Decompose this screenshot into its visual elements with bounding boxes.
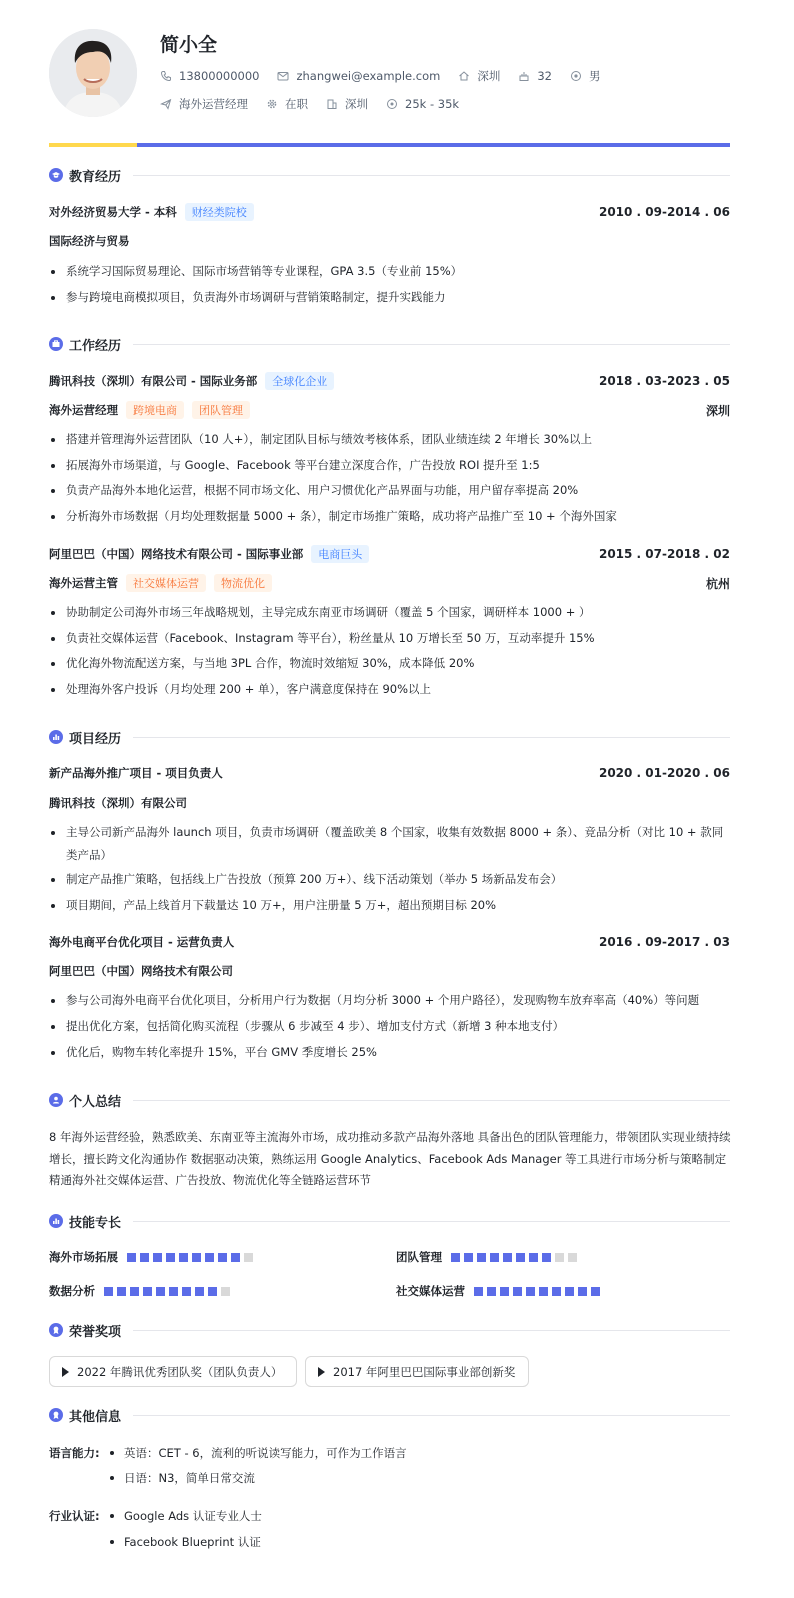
company-tag: 全球化企业 [265,372,334,390]
project-title: 海外电商平台优化项目 - 运营负责人 [49,935,235,949]
company-name: 腾讯科技（深圳）有限公司 - 国际业务部 [49,374,258,388]
role-tag: 社交媒体运营 [126,574,206,592]
hometown-value: 深圳 [477,69,501,83]
skill-level-filled [140,1253,149,1262]
work-date: 2015 . 07-2018 . 02 [598,547,730,561]
certification-item: Facebook Blueprint 认证 [124,1535,261,1549]
briefcase-icon [49,337,63,351]
list-item: 提出优化方案，包括简化购买流程（步骤从 6 步减至 4 步）、增加支付方式（新增 3 种本地支付） [49,1015,730,1038]
award-text: 2022 年腾讯优秀团队奖（团队负责人） [77,1364,283,1379]
contact-info-row [160,68,618,84]
skill-level-filled [513,1287,522,1296]
salary-item [386,97,459,111]
skill-level-filled [503,1253,512,1262]
list-item: 参与公司海外电商平台优化项目，分析用户行为数据（月均分析 3000 + 个用户路径），发现购物车放弃率高（40%）等问题 [49,989,730,1012]
skill-level-meter [127,1253,257,1262]
summary-text: 8 年海外运营经验，熟悉欧美、东南亚等主流海外市场，成功推动多款产品海外落地 具备出色的团队管理能力，带领团队实现业绩持续增长，擅长跨文化沟通协作 数据驱动决策，熟练运用 Google Analytics、Facebook Ads Manager 等工具进行市场分析与策略制定 精通海外社交媒体运营、广告投放、物流优化等全链路运营环节 [49,1130,731,1187]
work-city: 深圳 [705,403,730,418]
medal-icon [49,1323,63,1337]
section-work-header [49,334,730,354]
skill-level-filled [104,1287,113,1296]
skill-level-filled [179,1253,188,1262]
role-tag: 跨境电商 [126,401,184,419]
skill-level-filled [156,1287,165,1296]
skill-level-filled [516,1253,525,1262]
award-item [305,1356,529,1387]
certification-item: Google Ads 认证专业人士 [124,1509,262,1523]
hometown-item [458,68,500,84]
project-entry-header [49,765,730,781]
list-item: 优化后，购物车转化率提升 15%，平台 GMV 季度增长 25% [49,1041,730,1064]
header-divider-accent [49,143,137,147]
skill-level-filled [231,1253,240,1262]
skill-level-filled [130,1287,139,1296]
skill-level-meter [451,1253,581,1262]
building-icon [326,98,338,110]
avatar-portrait-icon [49,29,137,117]
gender-item [570,68,601,84]
education-entry-header [49,203,730,221]
school-tag: 财经类院校 [185,203,254,221]
skill-level-empty [221,1287,230,1296]
section-title: 其他信息 [69,1409,122,1425]
skill-level-filled [477,1253,486,1262]
work-role-row [49,401,730,419]
skill-level-filled [591,1287,600,1296]
skill-level-filled [526,1287,535,1296]
section-title: 项目经历 [69,731,122,747]
list-item: 拓展海外市场渠道，与 Google、Facebook 等平台建立深度合作，广告投放 ROI 提升至 1:5 [49,454,730,477]
company-tag: 电商巨头 [311,545,369,563]
section-education-header [49,165,730,185]
list-item: 优化海外物流配送方案，与当地 3PL 合作，物流时效缩短 30%，成本降低 20% [49,652,730,675]
skill-level-filled [208,1287,217,1296]
age-item [518,69,552,83]
skill-level-filled [205,1253,214,1262]
skill-level-filled [117,1287,126,1296]
list-item: 制定产品推广策略，包括线上广告投放（预算 200 万+）、线下活动策划（举办 5 场新品发布会） [49,868,730,891]
major: 国际经济与贸易 [49,234,130,248]
list-item: 搭建并管理海外运营团队（10 人+），制定团队目标与绩效考核体系，团队业绩连续 2 年增长 30%以上 [49,428,730,451]
education-date: 2010 . 09-2014 . 06 [598,205,730,219]
list-item: 项目期间，产品上线首月下载量达 10 万+，用户注册量 5 万+，超出预期目标 20% [49,894,730,917]
work-date: 2018 . 03-2023 . 05 [598,374,730,388]
list-item: 负责产品海外本地化运营，根据不同市场文化、用户习惯优化产品界面与功能，用户留存率提高 20% [49,479,730,502]
home-icon [458,70,470,82]
work-role-row [49,574,730,592]
skill-name: 数据分析 [49,1284,95,1298]
section-skills-header [49,1211,730,1231]
list-item: 系统学习国际贸易理论、国际市场营销等专业课程，GPA 3.5（专业前 15%） [49,260,730,283]
skill-level-meter [104,1287,234,1296]
bar-chart-icon [49,1214,63,1228]
section-title: 教育经历 [69,169,122,185]
gear-icon [266,98,278,110]
work-entry-header [49,372,730,390]
skill-name: 团队管理 [396,1250,442,1264]
email-item [277,69,440,83]
list-item: 协助制定公司海外市场三年战略规划，主导完成东南亚市场调研（覆盖 5 个国家，调研样本 1000 + ） [49,601,730,624]
section-title: 荣誉奖项 [69,1324,122,1340]
skill-level-filled [474,1287,483,1296]
email-value: zhangwei@example.com [296,69,441,83]
age-value: 32 [537,69,552,83]
list-item: 处理海外客户投诉（月均处理 200 + 单），客户满意度保持在 90%以上 [49,678,730,701]
skill-level-filled [464,1253,473,1262]
role-title: 海外运营经理 [49,403,118,417]
skill-item [396,1249,581,1265]
project-company: 腾讯科技（深圳）有限公司 [49,796,187,810]
project-company: 阿里巴巴（中国）网络技术有限公司 [49,964,233,978]
skill-name: 海外市场拓展 [49,1250,118,1264]
gender-value: 男 [588,69,601,83]
skill-level-empty [555,1253,564,1262]
project-date: 2020 . 01-2020 . 06 [598,766,730,780]
skill-level-filled [169,1287,178,1296]
skill-level-empty [568,1253,577,1262]
project-date: 2016 . 09-2017 . 03 [598,935,730,949]
skill-level-filled [529,1253,538,1262]
skill-level-empty [244,1253,253,1262]
skill-item [49,1249,257,1265]
section-projects-header [49,727,730,747]
skill-name: 社交媒体运营 [396,1284,465,1298]
skill-level-filled [552,1287,561,1296]
list-item: 参与跨境电商模拟项目，负责海外市场调研与营销策略制定，提升实践能力 [49,286,730,309]
target-city-item [326,96,368,112]
list-item: 主导公司新产品海外 launch 项目，负责市场调研（覆盖欧美 8 个国家，收集有效数据 8000 + 条）、竞品分析（对比 10 + 款同类产品） [49,821,730,867]
school-name: 对外经济贸易大学 - 本科 [49,205,177,219]
salary-value: 25k - 35k [405,97,460,111]
skill-level-filled [182,1287,191,1296]
skill-level-filled [127,1253,136,1262]
skill-level-filled [166,1253,175,1262]
list-item: 负责社交媒体运营（Facebook、Instagram 等平台），粉丝量从 10 万增长至 50 万，互动率提升 15% [49,627,730,650]
role-tag: 物流优化 [214,574,272,592]
skill-level-filled [490,1253,499,1262]
skill-level-filled [539,1287,548,1296]
skill-item [49,1283,234,1299]
skill-level-filled [500,1287,509,1296]
target-position-item [160,96,248,112]
job-intent-row [160,96,477,112]
skill-level-filled [451,1253,460,1262]
status-value: 在职 [285,97,308,111]
skill-level-filled [218,1253,227,1262]
skill-level-filled [578,1287,587,1296]
certification-label: 行业认证: [49,1509,100,1523]
phone-item [160,69,259,83]
project-title: 新产品海外推广项目 - 项目负责人 [49,766,223,780]
cake-icon [518,70,530,82]
status-item [266,96,308,112]
target-city-value: 深圳 [345,97,368,111]
gender-icon [570,70,582,82]
coin-icon [386,98,398,110]
skill-level-filled [565,1287,574,1296]
project-entry-header [49,934,730,950]
company-name: 阿里巴巴（中国）网络技术有限公司 - 国际事业部 [49,547,304,561]
skill-level-filled [192,1253,201,1262]
avatar [49,29,137,117]
target-position-value: 海外运营经理 [179,97,248,111]
section-summary-header [49,1090,730,1110]
skill-level-filled [195,1287,204,1296]
award-item [49,1356,297,1387]
skill-level-filled [153,1253,162,1262]
language-item: 英语：CET - 6，流利的听说读写能力，可作为工作语言 [124,1446,407,1460]
skill-level-meter [474,1287,604,1296]
send-icon [160,98,172,110]
candidate-name: 简小全 [160,34,218,56]
award-text: 2017 年阿里巴巴国际事业部创新奖 [333,1364,516,1379]
skill-level-filled [542,1253,551,1262]
section-title: 工作经历 [69,338,122,354]
graduation-cap-icon [49,168,63,182]
bar-chart-icon [49,730,63,744]
role-tag: 团队管理 [192,401,250,419]
section-other-header [49,1405,730,1425]
header-divider [137,143,730,147]
work-city: 杭州 [705,576,730,591]
work-entry-header [49,545,730,563]
play-triangle-icon [62,1367,69,1377]
phone-icon [160,70,172,82]
section-title: 个人总结 [69,1094,122,1110]
section-awards-header [49,1320,730,1340]
play-triangle-icon [318,1367,325,1377]
language-item: 日语：N3，简单日常交流 [124,1471,255,1485]
list-item: 分析海外市场数据（月均处理数据量 5000 + 条），制定市场推广策略，成功将产品推广至 10 + 个海外国家 [49,505,730,528]
skill-item [396,1283,604,1299]
role-title: 海外运营主管 [49,576,118,590]
mail-icon [277,70,289,82]
user-icon [49,1093,63,1107]
language-label: 语言能力: [49,1446,100,1460]
skill-level-filled [143,1287,152,1296]
skill-level-filled [487,1287,496,1296]
phone-value: 13800000000 [179,69,260,83]
medal-icon [49,1408,63,1422]
section-title: 技能专长 [69,1215,122,1231]
